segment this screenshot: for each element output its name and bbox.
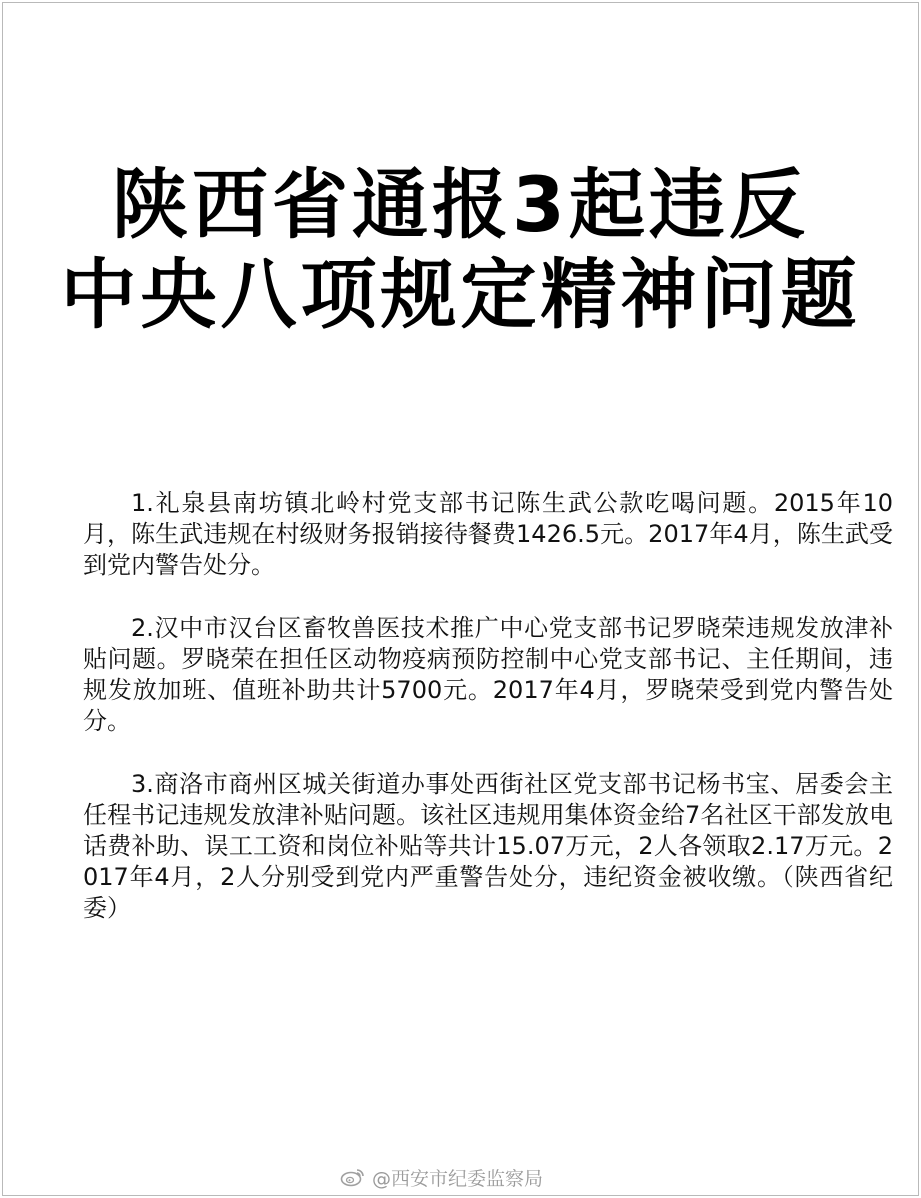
paragraph-case-3: 3.商洛市商州区城关街道办事处西街社区党支部书记杨书宝、居委会主任程书记违规发放津补贴问题。该社区违规用集体资金给7名社区干部发放电话费补助、误工工资和岗位补贴等共计15.07万元，2人各领取2.17万元。2017年4月，2人分别受到党内严重警告处分，违纪资金被收缴。（陕西省纪委） <box>83 770 893 922</box>
weibo-watermark <box>340 1163 543 1191</box>
watermark-text: @西安市纪委监察局 <box>372 1167 544 1190</box>
document-title <box>0 160 921 340</box>
title-line-1: 陕西省通报3起违反 <box>112 160 809 249</box>
paragraph-case-1: 1.礼泉县南坊镇北岭村党支部书记陈生武公款吃喝问题。2015年10月，陈生武违规在村级财务报销接待餐费1426.5元。2017年4月，陈生武受到党内警告处分。 <box>83 489 893 579</box>
weibo-icon <box>340 1167 366 1187</box>
document-body <box>83 488 893 956</box>
paragraph-case-2: 2.汉中市汉台区畜牧兽医技术推广中心党支部书记罗晓荣违规发放津补贴问题。罗晓荣在担任区动物疫病预防控制中心党支部书记、主任期间，违规发放加班、值班补助共计5700元。2017年4月，罗晓荣受到党内警告处分。 <box>83 614 893 735</box>
title-line-2: 中央八项规定精神问题 <box>60 250 861 339</box>
